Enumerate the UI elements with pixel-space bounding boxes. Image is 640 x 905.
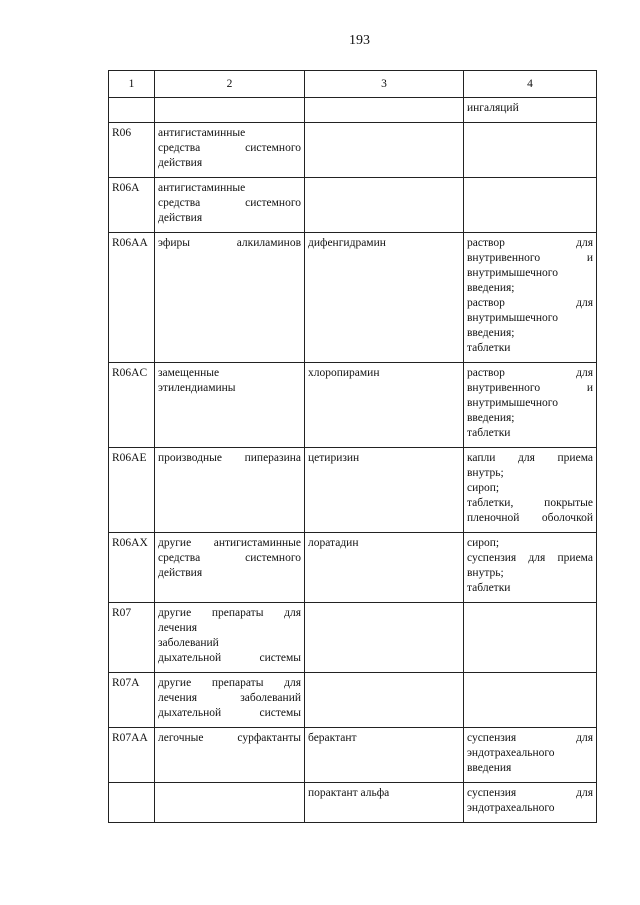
table-row (109, 233, 597, 363)
dosage-forms-cell (464, 233, 597, 363)
substance-cell: берактант (305, 728, 464, 783)
table-row (109, 363, 597, 448)
drug-table (108, 70, 597, 823)
dosage-forms-cell (464, 123, 597, 178)
atc-code-cell: R06 (109, 123, 155, 178)
cell-line: внутримышечного (467, 397, 558, 409)
cell-line: другие препараты для (158, 607, 301, 619)
cell-line: дыхательной системы (158, 707, 301, 719)
cell-line: таблетки (467, 342, 511, 354)
cell-line: введения; (467, 327, 515, 339)
substance-cell: лоратадин (305, 533, 464, 603)
cell-line: сироп; (467, 537, 500, 549)
cell-line: эндотрахеального (467, 747, 555, 759)
atc-code-cell: R06AE (109, 448, 155, 533)
dosage-forms-cell (464, 363, 597, 448)
group-name-cell (155, 178, 305, 233)
cell-line: внутривенного и (467, 382, 593, 394)
dosage-forms-cell (464, 448, 597, 533)
dosage-forms-cell (464, 728, 597, 783)
atc-code-cell (109, 98, 155, 123)
cell-line: эфиры алкиламинов (158, 237, 301, 249)
group-name-cell (155, 728, 305, 783)
cell-line: дыхательной системы (158, 652, 301, 664)
table-row (109, 783, 597, 823)
substance-cell (305, 178, 464, 233)
cell-line: средства системного (158, 197, 301, 209)
cell-line: другие антигистаминные (158, 537, 301, 549)
header-col-1: 1 (109, 71, 155, 98)
table-row (109, 123, 597, 178)
group-name-cell (155, 448, 305, 533)
cell-line: действия (158, 567, 203, 579)
cell-line: ингаляций (467, 102, 519, 114)
atc-code-cell: R07AA (109, 728, 155, 783)
cell-line: средства системного (158, 142, 301, 154)
cell-line: эндотрахеального (467, 802, 555, 814)
cell-line: производные пиперазина (158, 452, 301, 464)
table-row (109, 448, 597, 533)
group-name-cell (155, 363, 305, 448)
cell-line: таблетки (467, 427, 511, 439)
cell-line: другие препараты для (158, 677, 301, 689)
cell-line: внутримышечного (467, 267, 558, 279)
page-number-text: 193 (349, 33, 370, 48)
cell-line: лечения заболеваний (158, 692, 301, 704)
cell-line: капли для приема (467, 452, 593, 464)
table-row (109, 533, 597, 603)
header-col-4: 4 (464, 71, 597, 98)
table-row (109, 728, 597, 783)
substance-cell: хлоропирамин (305, 363, 464, 448)
header-col-3: 3 (305, 71, 464, 98)
atc-code-cell: R07A (109, 673, 155, 728)
group-name-cell (155, 233, 305, 363)
cell-line: таблетки (467, 582, 511, 594)
substance-cell (305, 603, 464, 673)
atc-code-cell: R06A (109, 178, 155, 233)
table-row (109, 178, 597, 233)
cell-line: заболеваний (158, 637, 219, 649)
cell-line: раствор для (467, 297, 593, 309)
cell-line: введения (467, 762, 512, 774)
cell-line: внутривенного и (467, 252, 593, 264)
group-name-cell (155, 123, 305, 178)
cell-line: легочные сурфактанты (158, 732, 301, 744)
dosage-forms-cell (464, 673, 597, 728)
cell-line: замещенные (158, 367, 220, 379)
group-name-cell (155, 533, 305, 603)
dosage-forms-cell (464, 178, 597, 233)
group-name-cell (155, 603, 305, 673)
cell-line: раствор для (467, 237, 593, 249)
substance-cell: дифенгидрамин (305, 233, 464, 363)
group-name-cell (155, 783, 305, 823)
cell-line: суспензия для приема (467, 552, 593, 564)
atc-code-cell: R06AC (109, 363, 155, 448)
cell-line: суспензия для (467, 787, 593, 799)
cell-line: средства системного (158, 552, 301, 564)
cell-line: таблетки, покрытые (467, 497, 593, 509)
substance-cell: порактант альфа (305, 783, 464, 823)
substance-cell (305, 123, 464, 178)
atc-code-cell (109, 783, 155, 823)
dosage-forms-cell (464, 603, 597, 673)
table-row (109, 673, 597, 728)
cell-line: введения; (467, 412, 515, 424)
cell-line: введения; (467, 282, 515, 294)
cell-line: суспензия для (467, 732, 593, 744)
dosage-forms-cell (464, 533, 597, 603)
group-name-cell (155, 98, 305, 123)
atc-code-cell: R06AA (109, 233, 155, 363)
cell-line: раствор для (467, 367, 593, 379)
header-col-2: 2 (155, 71, 305, 98)
table-row (109, 98, 597, 123)
cell-line: внутримышечного (467, 312, 558, 324)
substance-cell (305, 98, 464, 123)
substance-cell: цетиризин (305, 448, 464, 533)
cell-line: действия (158, 212, 203, 224)
dosage-forms-cell (464, 98, 597, 123)
cell-line: внутрь; (467, 467, 504, 479)
cell-line: лечения (158, 622, 198, 634)
cell-line: пленочной оболочкой (467, 512, 593, 524)
cell-line: этилендиамины (158, 382, 236, 394)
table-row (109, 603, 597, 673)
atc-code-cell: R07 (109, 603, 155, 673)
cell-line: антигистаминные (158, 127, 246, 139)
table-header-row (109, 71, 597, 98)
substance-cell (305, 673, 464, 728)
cell-line: действия (158, 157, 203, 169)
group-name-cell (155, 673, 305, 728)
atc-code-cell: R06AX (109, 533, 155, 603)
cell-line: антигистаминные (158, 182, 246, 194)
dosage-forms-cell (464, 783, 597, 823)
cell-line: внутрь; (467, 567, 504, 579)
cell-line: сироп; (467, 482, 500, 494)
